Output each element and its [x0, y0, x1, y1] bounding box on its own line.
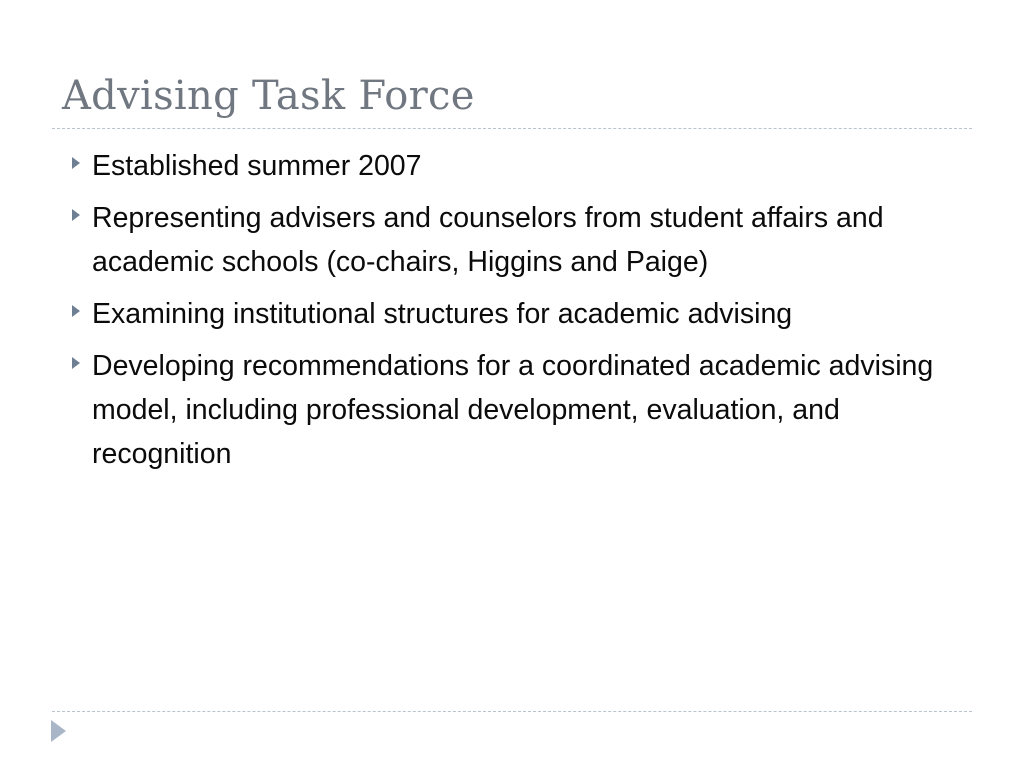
triangle-right-icon — [60, 292, 92, 317]
bullet-item — [60, 292, 970, 336]
bullet-text: Examining institutional structures for academic advising — [92, 298, 793, 330]
title-divider — [52, 128, 972, 129]
triangle-right-icon — [60, 344, 92, 369]
footer-divider — [52, 711, 972, 712]
bullet-item — [60, 196, 970, 284]
slide-title: Advising Task Force — [62, 73, 475, 119]
triangle-right-icon — [51, 720, 66, 747]
bullet-text: Established summer 2007 — [92, 150, 422, 182]
triangle-right-icon — [60, 144, 92, 169]
bullet-item — [60, 144, 970, 188]
bullet-text: Representing advisers and counselors from student affairs and academic schools (co-chairs, Higgins and Paige) — [92, 202, 884, 278]
bullet-item — [60, 344, 970, 476]
bullet-text: Developing recommendations for a coordinated academic advising model, including professional development, evaluation, and recognition — [92, 350, 934, 470]
triangle-right-icon — [60, 196, 92, 221]
bullet-list — [60, 144, 970, 484]
